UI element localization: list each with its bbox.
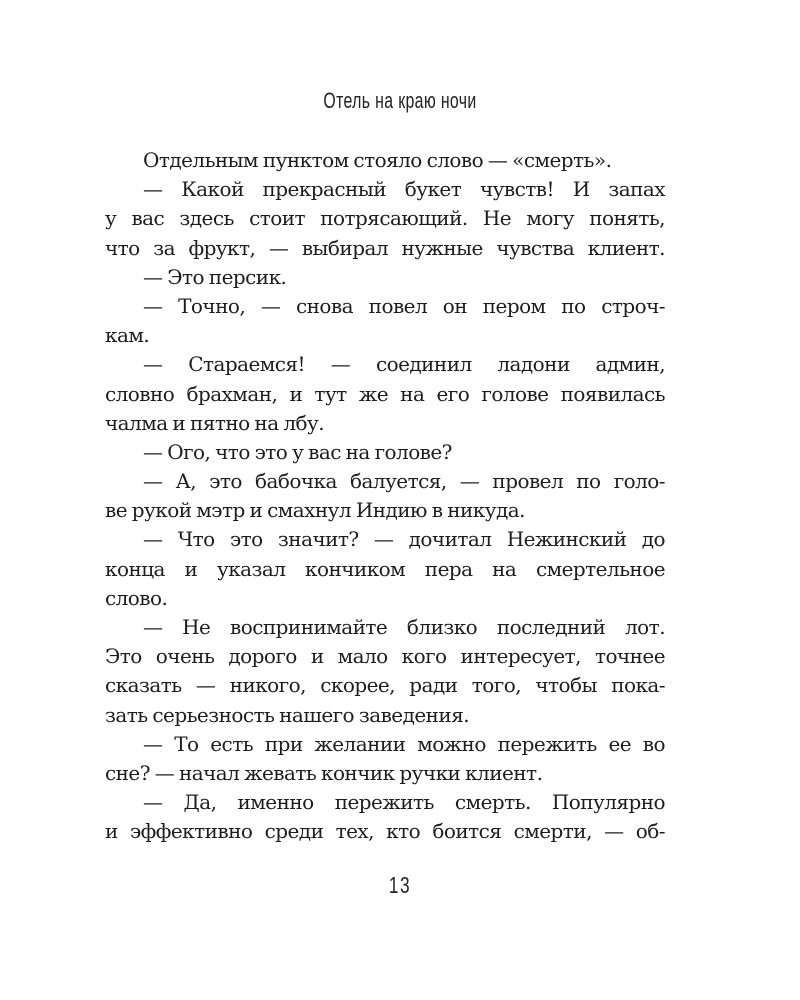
text-line: и эффективно среди тех, кто боится смерти, — об- [105,819,665,844]
text-line: зать серьезность нашего заведения. [105,702,470,727]
running-head-title: Отель на краю ночи [323,88,477,113]
page-number: 13 [388,872,412,898]
text-line: Это очень дорого и мало кого интересует, точнее [105,644,665,669]
text-line: ве рукой мэтр и смахнул Индию в никуда. [105,498,525,523]
text-line: у вас здесь стоит потрясающий. Не могу понять, [105,206,665,231]
text-line: конца и указал кончиком пера на смертельное [105,556,665,581]
text-line: словно брахман, и тут же на его голове появилась [105,381,665,406]
text-line: — Ого, что это у вас на голове? [143,439,452,464]
text-line: — То есть при желании можно пережить ее во [143,731,665,756]
text-line: — Это персик. [143,264,287,289]
body-text [105,146,665,847]
text-line: — Стараемся! — соединил ладони админ, [143,352,665,377]
text-line: сне? — начал жевать кончик ручки клиент. [105,760,543,785]
text-line: что за фрукт, — выбирал нужные чувства клиент. [105,235,665,260]
text-line: сказать — никого, скорее, ради того, чтобы пока- [105,673,665,698]
text-line: — Что это значит? — дочитал Нежинский до [143,527,665,552]
text-line: — Да, именно пережить смерть. Популярно [143,790,665,815]
text-line: — А, это бабочка балуется, — провел по голо- [143,469,665,494]
text-line: кам. [105,323,150,348]
text-line: слово. [105,585,168,610]
text-line: Отдельным пунктом стояло слово — «смерть». [143,148,612,172]
text-line: чалма и пятно на лбу. [105,410,325,435]
text-line: — Не воспринимайте близко последний лот. [143,615,665,639]
text-line: — Какой прекрасный букет чувств! И запах [143,177,665,202]
text-line: — Точно, — снова повел он пером по строч- [143,293,665,318]
